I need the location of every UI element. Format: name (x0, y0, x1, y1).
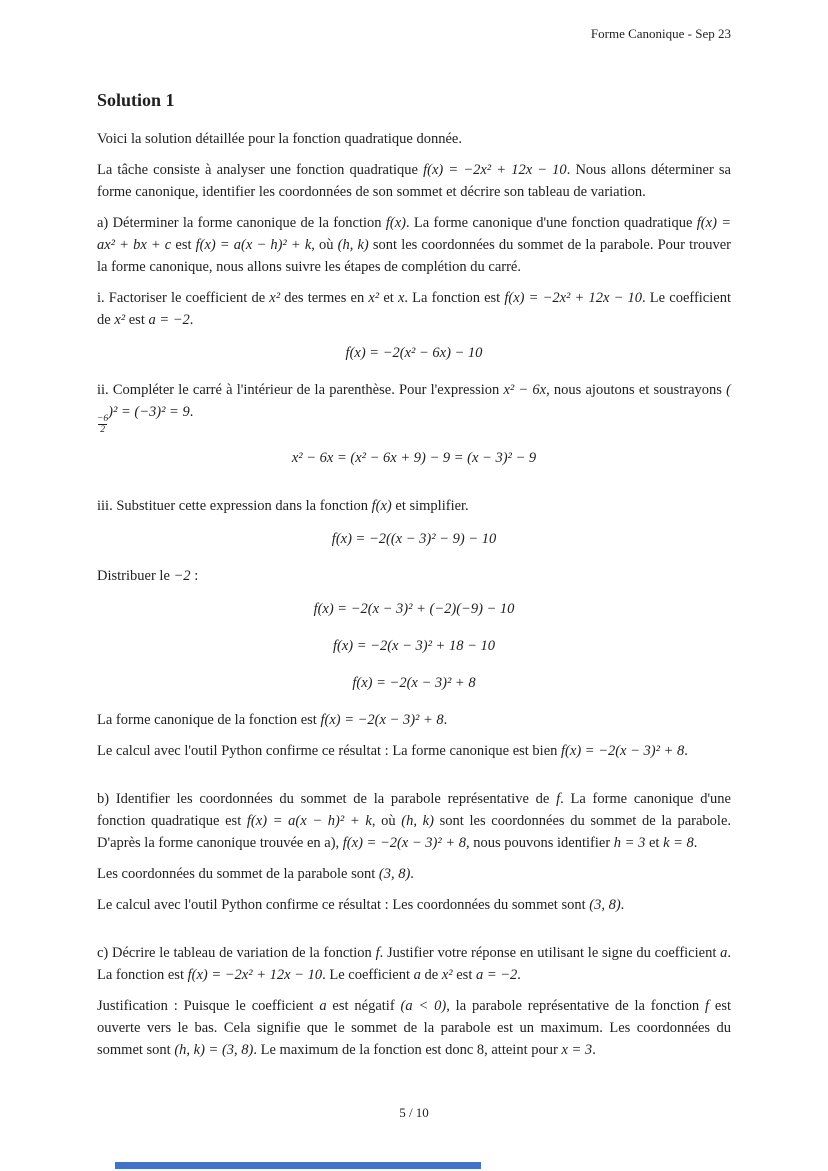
text-run: de (420, 966, 442, 983)
math-expression: x² (441, 966, 453, 983)
text-run: . (410, 865, 414, 882)
math-expression: f(x) (385, 215, 406, 231)
text-run: est ouverte vers le bas. Cela signifie que le sommet de la parabole est un maximum. Les coordonnées du sommet sont (97, 997, 731, 1058)
text-run: , nous ajoutons et soustrayons (546, 382, 727, 398)
text-run: . (693, 834, 698, 851)
text-run: est (452, 966, 476, 983)
math-expression: )² = (−3)² = 9 (108, 404, 190, 420)
math-expression: f(x) = −2(x − 3)² + (−2)(−9) − 10 (313, 600, 515, 617)
paragraph (97, 788, 731, 854)
equation (97, 598, 731, 620)
text-run: . La forme canonique d'une fonction quadratique (405, 215, 697, 231)
math-expression: (3, 8) (378, 865, 411, 882)
math-expression: h = 3 (613, 834, 646, 851)
math-expression: a (413, 966, 421, 983)
math-expression: f(x) = −2((x − 3)² − 9) − 10 (331, 530, 497, 547)
math-expression: a (720, 944, 728, 961)
text-run: . (517, 966, 521, 983)
solution-title: Solution 1 (97, 90, 175, 110)
text-run: . (189, 404, 194, 420)
text-run: i. Factoriser le coefficient de (97, 290, 270, 306)
math-expression: f(x) (371, 497, 392, 514)
math-expression: x = 3 (561, 1041, 593, 1058)
math-expression: x² (269, 290, 281, 306)
equation (97, 342, 731, 364)
math-expression: f(x) = −2x² + 12x − 10 (187, 966, 323, 983)
paragraph (97, 379, 731, 436)
math-expression: −2 (173, 567, 191, 584)
header-title: Forme Canonique - Sep 23 (590, 26, 731, 41)
text-run: sont les coordonnées du sommet de la parabole. D'après la forme canonique trouvée en a), (97, 812, 732, 851)
paragraph (97, 287, 731, 331)
equation (97, 528, 731, 550)
text-run: iii. Substituer cette expression dans la fonction (97, 497, 372, 514)
text-run: , nous pouvons identifier (465, 834, 614, 851)
math-expression: k = 8 (663, 834, 694, 851)
text-run: . La fonction est (404, 290, 505, 306)
math-expression: a = −2 (475, 966, 518, 983)
text-run: . Le coefficient (322, 966, 414, 983)
paragraph (97, 740, 731, 762)
math-expression: x² − 6x = (x² − 6x + 9) − 9 = (x − 3)² − 9 (291, 449, 537, 466)
paragraph (97, 565, 731, 587)
text-run: et (379, 290, 398, 306)
math-expression: (h, k) (401, 812, 434, 829)
math-expression: f(x) = −2x² + 12x − 10 (504, 290, 643, 306)
paragraph (97, 894, 731, 916)
math-expression: f(x) = −2(x² − 6x) − 10 (345, 345, 483, 361)
text-run: La tâche consiste à analyser une fonction quadratique (97, 162, 424, 178)
bottom-accent-bar (115, 1162, 481, 1169)
math-expression: f(x) = ax² + bx + c (97, 215, 731, 253)
text-run: . (189, 312, 194, 328)
text-run: . Le maximum de la fonction est donc 8, atteint pour (253, 1041, 562, 1058)
math-expression: ( (726, 382, 731, 398)
fraction: $\frac{-6}{2}$ (97, 413, 109, 436)
math-expression: x² − 6x (503, 382, 547, 398)
text-run: Justification : Puisque le coefficient (97, 997, 320, 1014)
math-expression: f(x) = a(x − h)² + k (246, 812, 372, 829)
math-expression: (3, 8) (589, 896, 621, 913)
paragraph (97, 128, 731, 150)
document-blocks (97, 128, 731, 1061)
math-expression: f(x) = −2(x − 3)² + 8 (561, 742, 685, 759)
paragraph (97, 159, 731, 203)
text-run: est (125, 312, 149, 328)
equation (97, 635, 731, 657)
text-run: b) Identifier les coordonnées du sommet de la parabole représentative de (97, 790, 557, 807)
math-expression: f (556, 790, 561, 807)
text-run: c) Décrire le tableau de variation de la fonction (97, 944, 376, 961)
text-run: sont les coordonnées du sommet de la parabole. Pour trouver la forme canonique, nous allons suivre les étapes de complétion du carré. (97, 237, 731, 275)
page-header (591, 26, 731, 42)
math-expression: f(x) = −2x² + 12x − 10 (423, 162, 567, 178)
math-expression: x² (114, 312, 126, 328)
paragraph (97, 942, 731, 986)
text-run: . Nous allons déterminer sa forme canonique, identifier les coordonnées de son sommet et décrire son tableau de variation. (97, 162, 731, 200)
text-run: . (620, 896, 625, 913)
paragraph (97, 212, 731, 278)
text-run: . Le coefficient de (97, 290, 731, 328)
text-run: La forme canonique de la fonction est (97, 711, 321, 728)
math-expression: f (375, 944, 380, 961)
text-run: , où (311, 237, 338, 253)
paragraph (97, 709, 731, 731)
math-expression: a = −2 (148, 312, 190, 328)
text-run: Le calcul avec l'outil Python confirme ce résultat : Les coordonnées du sommet sont (97, 896, 590, 913)
text-run: , où (371, 812, 402, 829)
math-expression: f(x) = −2(x − 3)² + 8 (352, 674, 476, 691)
text-run: Distribuer le (97, 567, 174, 584)
text-run: . (684, 742, 688, 759)
equation (97, 672, 731, 694)
text-run: ii. Compléter le carré à l'intérieur de la parenthèse. Pour l'expression (97, 382, 504, 398)
text-run: . (592, 1041, 596, 1058)
text-run: . La fonction est (97, 944, 731, 983)
document-content (97, 90, 731, 1070)
text-run: . Justifier votre réponse en utilisant le signe du coefficient (379, 944, 721, 961)
text-run: Le calcul avec l'outil Python confirme ce résultat : La forme canonique est bien (97, 742, 562, 759)
paragraph (97, 495, 731, 517)
math-expression: (h, k) = (3, 8) (174, 1041, 254, 1058)
math-expression: x² (368, 290, 380, 306)
text-run: Voici la solution détaillée pour la fonction quadratique donnée. (97, 131, 462, 147)
text-run: des termes en (280, 290, 369, 306)
paragraph (97, 995, 731, 1061)
math-expression: f(x) = −2(x − 3)² + 8 (342, 834, 466, 851)
math-expression: f(x) = −2(x − 3)² + 18 − 10 (333, 637, 495, 654)
text-run: , la parabole représentative de la fonction (446, 997, 705, 1014)
page-number: 5 / 10 (399, 1105, 429, 1120)
text-run: : (190, 567, 199, 584)
math-expression: (a < 0) (400, 997, 447, 1014)
math-expression: x (397, 290, 405, 306)
text-run: Les coordonnées du sommet de la parabole sont (97, 865, 379, 882)
math-expression: f(x) = −2(x − 3)² + 8 (320, 711, 444, 728)
text-run: . (443, 711, 448, 728)
text-run: a) Déterminer la forme canonique de la fonction (97, 215, 386, 231)
paragraph (97, 863, 731, 885)
math-expression: f (705, 997, 710, 1014)
text-run: et (645, 834, 664, 851)
equation (97, 447, 731, 469)
text-run: et simplifier. (391, 497, 469, 514)
text-run: . La forme canonique d'une fonction quadratique est (97, 790, 731, 829)
text-run: est (171, 237, 196, 253)
page-footer (0, 1105, 828, 1121)
math-expression: f(x) = a(x − h)² + k (195, 237, 312, 253)
math-expression: a (319, 997, 327, 1014)
math-expression: (h, k) (337, 237, 369, 253)
text-run: est négatif (326, 997, 401, 1014)
